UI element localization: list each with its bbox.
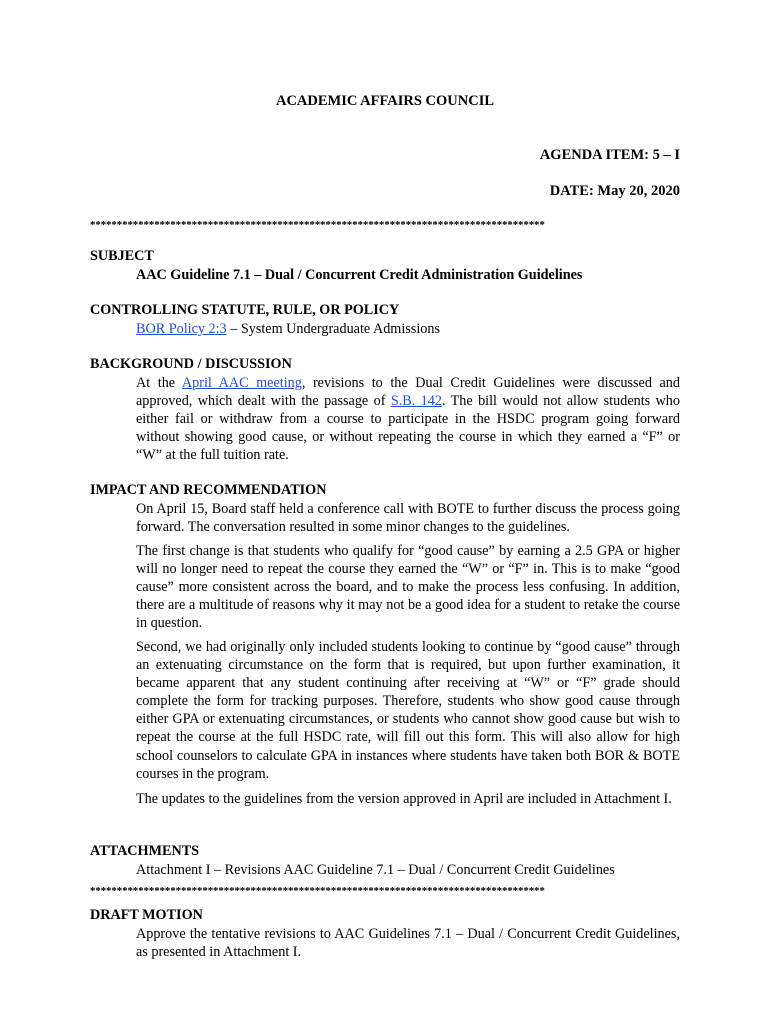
motion-heading: DRAFT MOTION bbox=[90, 907, 203, 923]
subject-text: AAC Guideline 7.1 – Dual / Concurrent Credit Administration Guidelines bbox=[136, 267, 583, 283]
motion-text: Approve the tentative revisions to AAC Guidelines 7.1 – Dual / Concurrent Credit Guidelines, as presented in Attachment I. bbox=[136, 926, 680, 961]
bor-policy-link[interactable]: BOR Policy 2:3 bbox=[136, 321, 227, 337]
background-part-3: . The bill would not allow students who either fail or withdraw from a course to participate in the HSDC program going forward without showing good cause, or without repeating the course in which they earned a “F” or “W” at the full tuition rate. bbox=[136, 393, 680, 464]
separator-bottom: ************************************************************************************* bbox=[90, 885, 545, 897]
impact-heading: IMPACT AND RECOMMENDATION bbox=[90, 482, 327, 498]
sb-142-link[interactable]: S.B. 142 bbox=[390, 393, 442, 410]
april-aac-meeting-link[interactable]: April AAC meeting bbox=[181, 375, 302, 391]
attachments-heading: ATTACHMENTS bbox=[90, 843, 200, 859]
attachments-text: Attachment I – Revisions AAC Guideline 7.1 – Dual / Concurrent Credit Guidelines bbox=[136, 862, 615, 878]
background-part-1: At the bbox=[136, 375, 182, 391]
controlling-description: – System Undergraduate Admissions bbox=[226, 321, 440, 337]
controlling-heading: CONTROLLING STATUTE, RULE, OR POLICY bbox=[90, 302, 400, 318]
separator-top: ************************************************************************************* bbox=[90, 219, 545, 231]
impact-paragraph: Second, we had originally only included students looking to continue by “good cause” through an extenuating circumstance on the form that is required, but upon further examination, it became apparent that any student continuing after receiving at “W” or “F” grade should complete the form for tracking purposes. Therefore, students who show good cause through either GPA or extenuating circumstances, or students who cannot show good cause but wish to repeat the course at the full HSDC rate, will fill out this form. This will also allow for high school counselors to calculate GPA in instances where students have taken both BOR & BOTE courses in the program. bbox=[136, 639, 680, 782]
background-heading: BACKGROUND / DISCUSSION bbox=[90, 356, 292, 372]
controlling-text bbox=[136, 320, 680, 338]
agenda-date: DATE: May 20, 2020 bbox=[549, 183, 680, 199]
impact-paragraph: On April 15, Board staff held a conference call with BOTE to further discuss the process going forward. The conversation resulted in some minor changes to the guidelines. bbox=[136, 501, 680, 536]
agenda-item: AGENDA ITEM: 5 – I bbox=[539, 147, 680, 163]
impact-paragraph: The first change is that students who qualify for “good cause” by earning a 2.5 GPA or higher will no longer need to repeat the course they earned the “W” or “F” in. This is to make “good cause” more consistent across the board, and to make the process less confusing. In addition, there are a multitude of reasons why it may not be a good idea for a student to retake the course in question. bbox=[136, 543, 680, 632]
background-text bbox=[136, 374, 680, 464]
impact-paragraph: The updates to the guidelines from the version approved in April are included in Attachment I. bbox=[136, 791, 672, 807]
subject-heading: SUBJECT bbox=[90, 248, 154, 264]
background-part-2: , revisions to the Dual Credit Guidelines were discussed and approved, which dealt with the passage of bbox=[136, 375, 680, 410]
council-title: ACADEMIC AFFAIRS COUNCIL bbox=[275, 93, 495, 109]
